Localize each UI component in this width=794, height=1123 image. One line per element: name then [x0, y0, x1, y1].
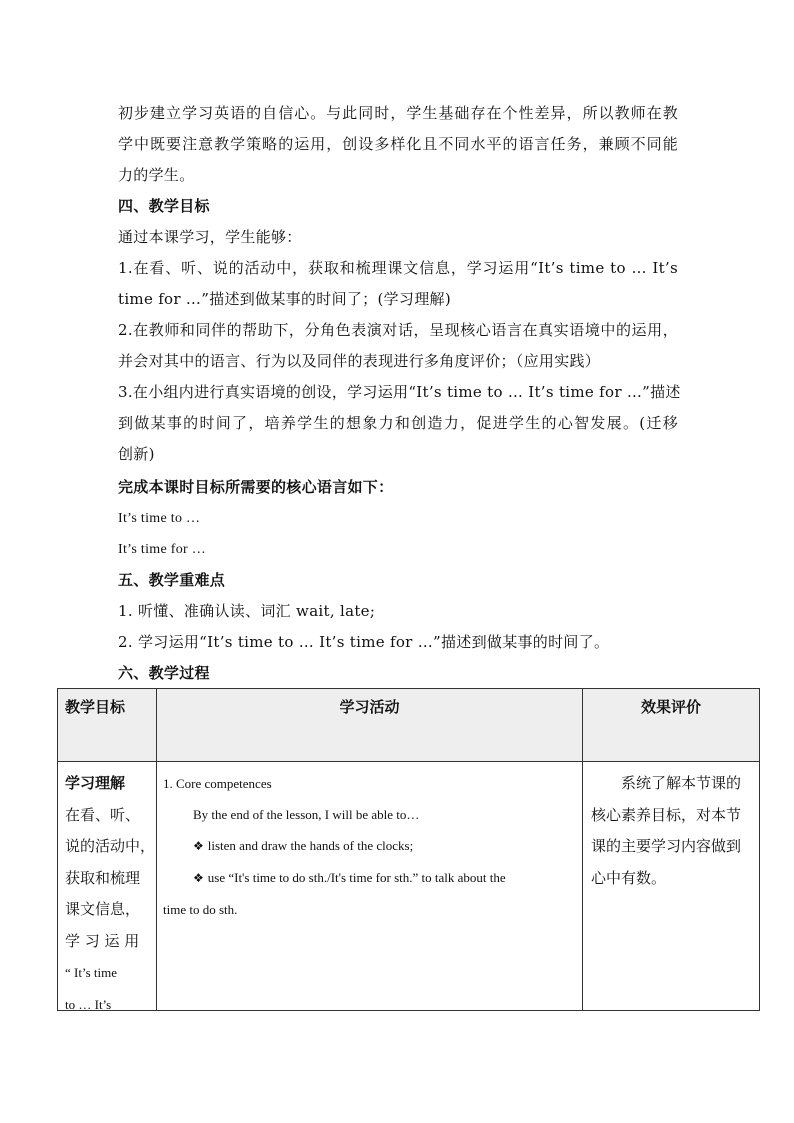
paragraph-line: 力的学生。	[118, 166, 195, 184]
table-header-cell	[57, 688, 157, 762]
cell-line: 系统了解本节课的	[621, 774, 742, 792]
table-header-evaluation: 效果评价	[640, 698, 701, 716]
section-intro: 通过本课学习，学生能够：	[118, 228, 302, 246]
goal-line: 创新)	[118, 445, 155, 463]
goal-line: 3.在小组内进行真实语境的创设，学习运用“It’s time to … It’s time for …”描述	[118, 383, 681, 401]
section-heading: 四、教学目标	[118, 197, 210, 215]
cell-line: 说的活动中，	[65, 837, 156, 855]
core-language-heading: 完成本课时目标所需要的核心语言如下：	[118, 478, 394, 496]
table-header-goal: 教学目标	[65, 698, 126, 716]
table-cell-evaluation	[582, 761, 760, 1011]
diamond-bullet-icon: ❖	[193, 871, 204, 885]
cell-line: 学 习 运 用	[65, 931, 140, 950]
cell-line-bullet	[163, 830, 575, 862]
difficulty-item: 2. 学习运用“It’s time to … It’s time for …”描述到做某事的时间了。	[118, 633, 610, 651]
cell-line: 课的主要学习内容做到	[591, 837, 742, 855]
goal-line: 2.在教师和同伴的帮助下，分角色表演对话，呈现核心语言在真实语境中的运用，	[118, 321, 678, 339]
cell-line: 学习理解	[65, 774, 126, 792]
goal-line: 1.在看、听、说的活动中，获取和梳理课文信息，学习运用“It’s time to … It’s	[118, 259, 678, 277]
section-heading: 六、教学过程	[118, 664, 210, 682]
core-language-item: It’s time to …	[118, 511, 201, 526]
table-cell-goal	[57, 761, 157, 1011]
diamond-bullet-icon: ❖	[193, 839, 204, 853]
cell-line: 获取和梳理	[65, 868, 141, 887]
table-cell-activity	[156, 761, 583, 1011]
difficulty-item: 1. 听懂、准确认读、词汇 wait, late;	[118, 602, 376, 620]
cell-line: use “It's time to do sth./It's time for sth.” to talk about the	[207, 870, 506, 885]
teaching-process-table	[57, 688, 760, 1011]
paragraph-line: 学中既要注意教学策略的运用，创设多样化且不同水平的语言任务，兼顾不同能	[118, 135, 678, 153]
section-heading: 五、教学重难点	[118, 571, 226, 589]
table-header-activity: 学习活动	[339, 698, 400, 716]
cell-line: 核心素养目标，对本节	[591, 805, 742, 824]
table-header-cell	[582, 688, 760, 762]
core-language-item: It’s time for …	[118, 542, 207, 557]
table-header-cell	[156, 688, 583, 762]
cell-line: 课文信息，	[65, 900, 141, 918]
cell-line: to … It’s	[65, 996, 112, 1012]
cell-line: time to do sth.	[163, 902, 238, 917]
paragraph-line: 初步建立学习英语的自信心。与此同时，学生基础存在个性差异，所以教师在教	[118, 104, 678, 122]
cell-line: 在看、听、	[65, 805, 141, 824]
goal-line: time for …”描述到做某事的时间了；(学习理解)	[118, 290, 451, 308]
cell-line: 1. Core competences	[163, 776, 272, 791]
cell-line-bullet	[163, 862, 575, 894]
cell-line: listen and draw the hands of the clocks;	[207, 838, 414, 853]
goal-line: 并会对其中的语言、行为以及同伴的表现进行多角度评价；（应用实践）	[118, 352, 601, 370]
cell-line: “ It’s time	[65, 965, 117, 980]
goal-line: 到做某事的时间了，培养学生的想象力和创造力，促进学生的心智发展。(迁移	[118, 414, 678, 432]
cell-line: By the end of the lesson, I will be able to…	[193, 807, 420, 822]
cell-line: 心中有数。	[591, 868, 667, 887]
